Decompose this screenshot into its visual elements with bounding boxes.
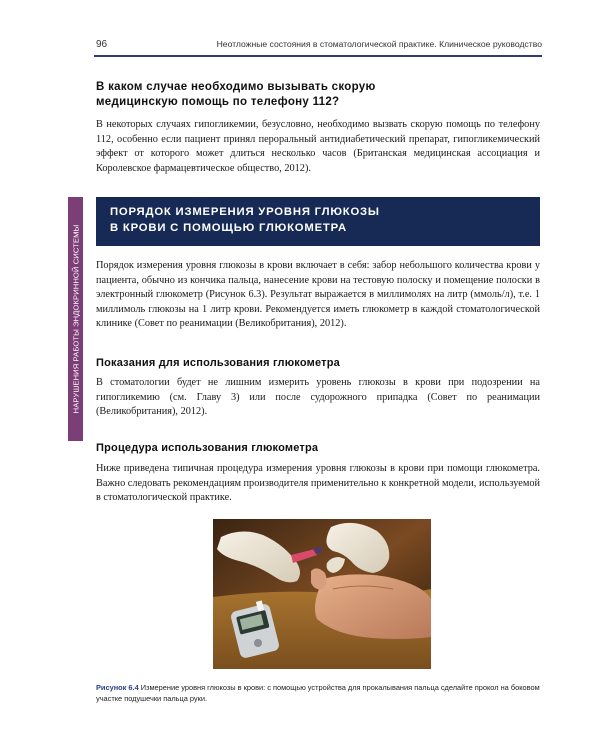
indications-heading: Показания для использования глюкометра (96, 357, 340, 369)
question-heading-line1: В каком случае необходимо вызывать скорую (96, 81, 376, 93)
figure-photo (213, 519, 431, 669)
chapter-side-tab (68, 197, 83, 441)
header-rule (94, 55, 542, 57)
running-header: Неотложные состояния в стоматологической практике. Клиническое руководство (216, 39, 542, 49)
figure-caption (96, 682, 540, 704)
chapter-side-tab-label: НАРУШЕНИЯ РАБОТЫ ЭНДОКРИННОЙ СИСТЕМЫ (71, 224, 80, 414)
paragraph-emergency-call: В некоторых случаях гипогликемии, безусловно, необходимо вызвать скорую помощь по телефону 112, особенно если пациент принял пероральный антидиабетический препарат, гипогликемический эффект от которого может длиться несколько часов (Британская медицинская ассоциация и Королевское фармацевтическое общество, 2012). (96, 119, 540, 174)
question-heading-line2: медицинскую помощь по телефону 112? (96, 96, 340, 108)
section-banner (96, 197, 540, 246)
paragraph-procedure-overview: Порядок измерения уровня глюкозы в крови включает в себя: забор небольшого количества крови у пациента, обычно из кончика пальца, нанесение крови на тестовую полоску и помещение полоски в электронный глюкометр (Рисунок 6.3). Результат выражается в миллимолях на литр (ммоль/л), т.е. 1 миллимоль глюкозы на 1 литр крови. Рекомендуется иметь глюкометр в каждой стоматологической клинике (Совет по реанимации (Великобритания), 2012). (96, 260, 540, 329)
section-title-line2: В КРОВИ С ПОМОЩЬЮ ГЛЮКОМЕТРА (110, 222, 347, 234)
section-title-line1: ПОРЯДОК ИЗМЕРЕНИЯ УРОВНЯ ГЛЮКОЗЫ (110, 206, 380, 218)
figure-caption-text: Измерение уровня глюкозы в крови: с помощью устройства для прокалывания пальца сделайте прокол на боковом участке подушечки пальца руки. (96, 683, 540, 703)
paragraph-procedure: Ниже приведена типичная процедура измерения уровня глюкозы в крови при помощи глюкометра. Важно следовать рекомендациям производителя применительно к конкретной модели, используемой в стоматологической практике. (96, 463, 540, 503)
procedure-heading: Процедура использования глюкометра (96, 442, 319, 454)
page-number: 96 (96, 39, 108, 50)
question-heading (96, 80, 516, 110)
figure-label: Рисунок 6.4 (96, 683, 139, 692)
section-title (110, 204, 380, 236)
glucometer-photo-illustration (213, 519, 431, 669)
paragraph-indications: В стоматологии будет не лишним измерить уровень глюкозы в крови при подозрении на гипогликемию (см. Главу 3) или после судорожного припадка (Совет по реанимации (Великобритания), 2012). (96, 377, 540, 417)
